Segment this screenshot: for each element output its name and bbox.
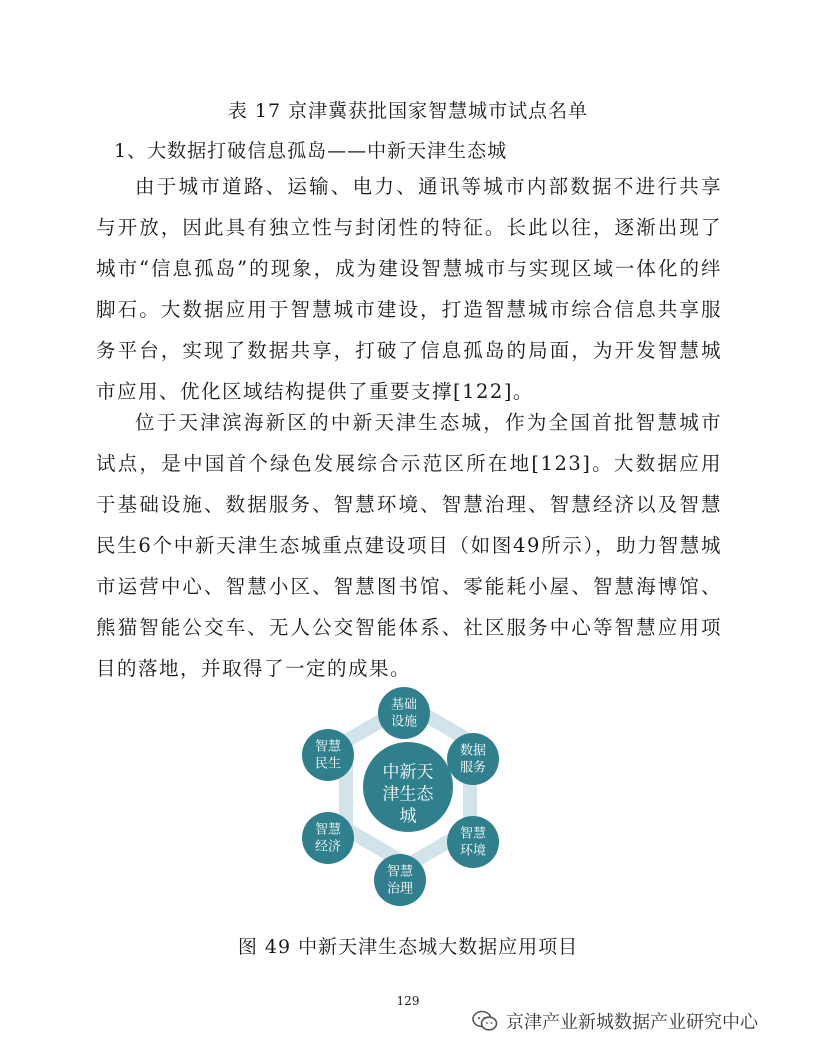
node-label-line: 经济: [314, 839, 342, 855]
body-paragraph: 由于城市道路、运输、电力、通讯等城市内部数据不进行共享与开放，因此具有独立性与封闭性的特征。长此以往，逐渐出现了城市“信息孤岛”的现象，成为建设智慧城市与实现区域一体化的绊脚石。大数据应用于智慧城市建设，打造智慧城市综合信息共享服务平台，实现了数据共享，打破了信息孤岛的局面，为开发智慧城市应用、优化区域结构提供了重要支撑[122]。: [96, 175, 722, 403]
diagram-node-smart-livelihood: [302, 729, 354, 781]
center-label-line: 城: [399, 806, 417, 827]
diagram-node-infrastructure: [378, 687, 430, 739]
node-label-line: 民生: [314, 756, 342, 772]
table-caption: 表 17 京津冀获批国家智慧城市试点名单: [227, 100, 589, 122]
node-label-line: 设施: [390, 714, 418, 730]
node-label-line: 基础: [390, 697, 418, 713]
node-label-line: 智慧: [314, 739, 342, 755]
figure-caption: 图 49 中新天津生态城大数据应用项目: [237, 936, 579, 958]
diagram-node-smart-environment: [447, 816, 499, 868]
diagram-node-data-service: [447, 733, 499, 785]
node-label-line: 智慧: [386, 864, 414, 880]
diagram-node-smart-economy: [302, 812, 354, 864]
diagram-node-smart-governance: [374, 854, 426, 906]
source-watermark: [472, 1008, 758, 1034]
node-label-line: 治理: [386, 881, 414, 897]
body-paragraph: 位于天津滨海新区的中新天津生态城，作为全国首批智慧城市试点，是中国首个绿色发展综合示范区所在地[123]。大数据应用于基础设施、数据服务、智慧环境、智慧治理、智慧经济以及智慧民生6个中新天津生态城重点建设项目（如图49所示），助力智慧城市运营中心、智慧小区、智慧图书馆、零能耗小屋、智慧海博馆、熊猫智能公交车、无人公交智能体系、社区服务中心等智慧应用项目的落地，并取得了一定的成果。: [96, 411, 722, 680]
center-label-line: 津生态: [382, 784, 434, 805]
smart-city-diagram: [280, 675, 536, 911]
node-label-line: 数据: [459, 743, 487, 759]
page-number: 129: [396, 994, 420, 1008]
center-label-line: 中新天: [382, 762, 434, 783]
node-label-line: 环境: [459, 843, 487, 859]
watermark-text: 京津产业新城数据产业研究中心: [506, 1012, 758, 1033]
node-label-line: 智慧: [459, 826, 487, 842]
section-heading: 1、大数据打破信息孤岛——中新天津生态城: [114, 140, 508, 162]
node-label-line: 智慧: [314, 822, 342, 838]
wechat-icon: [472, 1010, 498, 1032]
diagram-center-node: [363, 742, 453, 832]
node-label-line: 服务: [459, 760, 487, 776]
